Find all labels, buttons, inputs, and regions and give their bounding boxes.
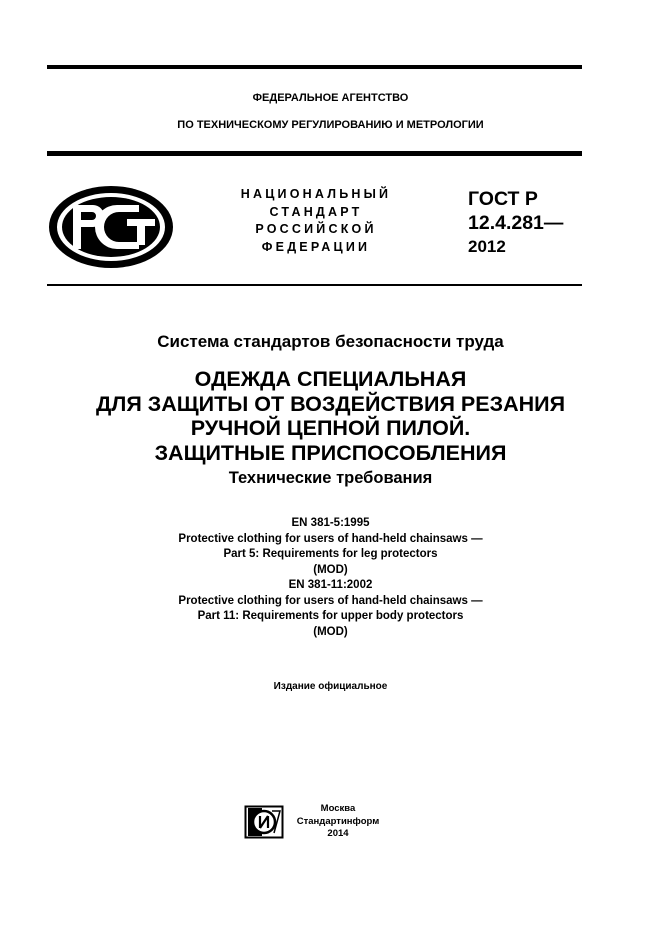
en-ref-line-6: Protective clothing for users of hand-held chainsaws — (178, 594, 483, 607)
en-ref-line-1: EN 381-5:1995 (291, 517, 370, 529)
en-ref-line-4: (MOD) (313, 563, 348, 576)
national-standard-label (230, 186, 402, 256)
rst-mark-icon (47, 183, 175, 271)
publisher-city: Москва (320, 803, 356, 814)
gost-year: 2012 (468, 237, 506, 256)
agency-name-line2: ПО ТЕХНИЧЕСКОМУ РЕГУЛИРОВАНИЮ И МЕТРОЛОГИИ (177, 119, 484, 131)
publisher-info (290, 803, 386, 841)
system-title: Система стандартов безопасности труда (157, 332, 504, 351)
main-title (0, 367, 661, 465)
main-title-line-3: РУЧНОЙ ЦЕПНОЙ ПИЛОЙ. (190, 416, 471, 440)
gost-prefix: ГОСТ Р (468, 188, 538, 210)
agency-name-line1: ФЕДЕРАЛЬНОЕ АГЕНТСТВО (252, 92, 409, 104)
main-title-line-1: ОДЕЖДА СПЕЦИАЛЬНАЯ (194, 367, 467, 391)
header-bottom-rule (47, 151, 582, 156)
publisher-year: 2014 (327, 828, 349, 839)
en-ref-line-2: Protective clothing for users of hand-held chainsaws — (178, 532, 483, 545)
national-line-1: НАЦИОНАЛЬНЫЙ (240, 187, 392, 201)
national-line-2: СТАНДАРТ (269, 204, 363, 219)
gost-number: 12.4.281— (468, 212, 564, 234)
en-ref-line-8: (MOD) (313, 625, 348, 638)
national-line-4: ФЕДЕРАЦИИ (261, 239, 371, 254)
gost-designation (468, 187, 563, 259)
main-title-line-4: ЗАЩИТНЫЕ ПРИСПОСОБЛЕНИЯ (154, 440, 507, 465)
main-title-line-2: ДЛЯ ЗАЩИТЫ ОТ ВОЗДЕЙСТВИЯ РЕЗАНИЯ (95, 391, 566, 416)
top-rule (47, 65, 582, 69)
subtitle: Технические требования (228, 469, 433, 487)
en-ref-line-3: Part 5: Requirements for leg protectors (223, 548, 438, 560)
standartinform-logo-icon (244, 805, 284, 839)
standard-block-rule (47, 284, 582, 286)
en-ref-line-5: EN 381-11:2002 (288, 579, 373, 591)
publisher-name: Стандартинформ (296, 815, 380, 827)
national-line-3: РОССИЙСКОЙ (255, 222, 377, 236)
en-ref-line-7: Part 11: Requirements for upper body protectors (197, 610, 464, 622)
en-references (0, 516, 661, 640)
edition-label: Издание официальное (273, 681, 388, 692)
